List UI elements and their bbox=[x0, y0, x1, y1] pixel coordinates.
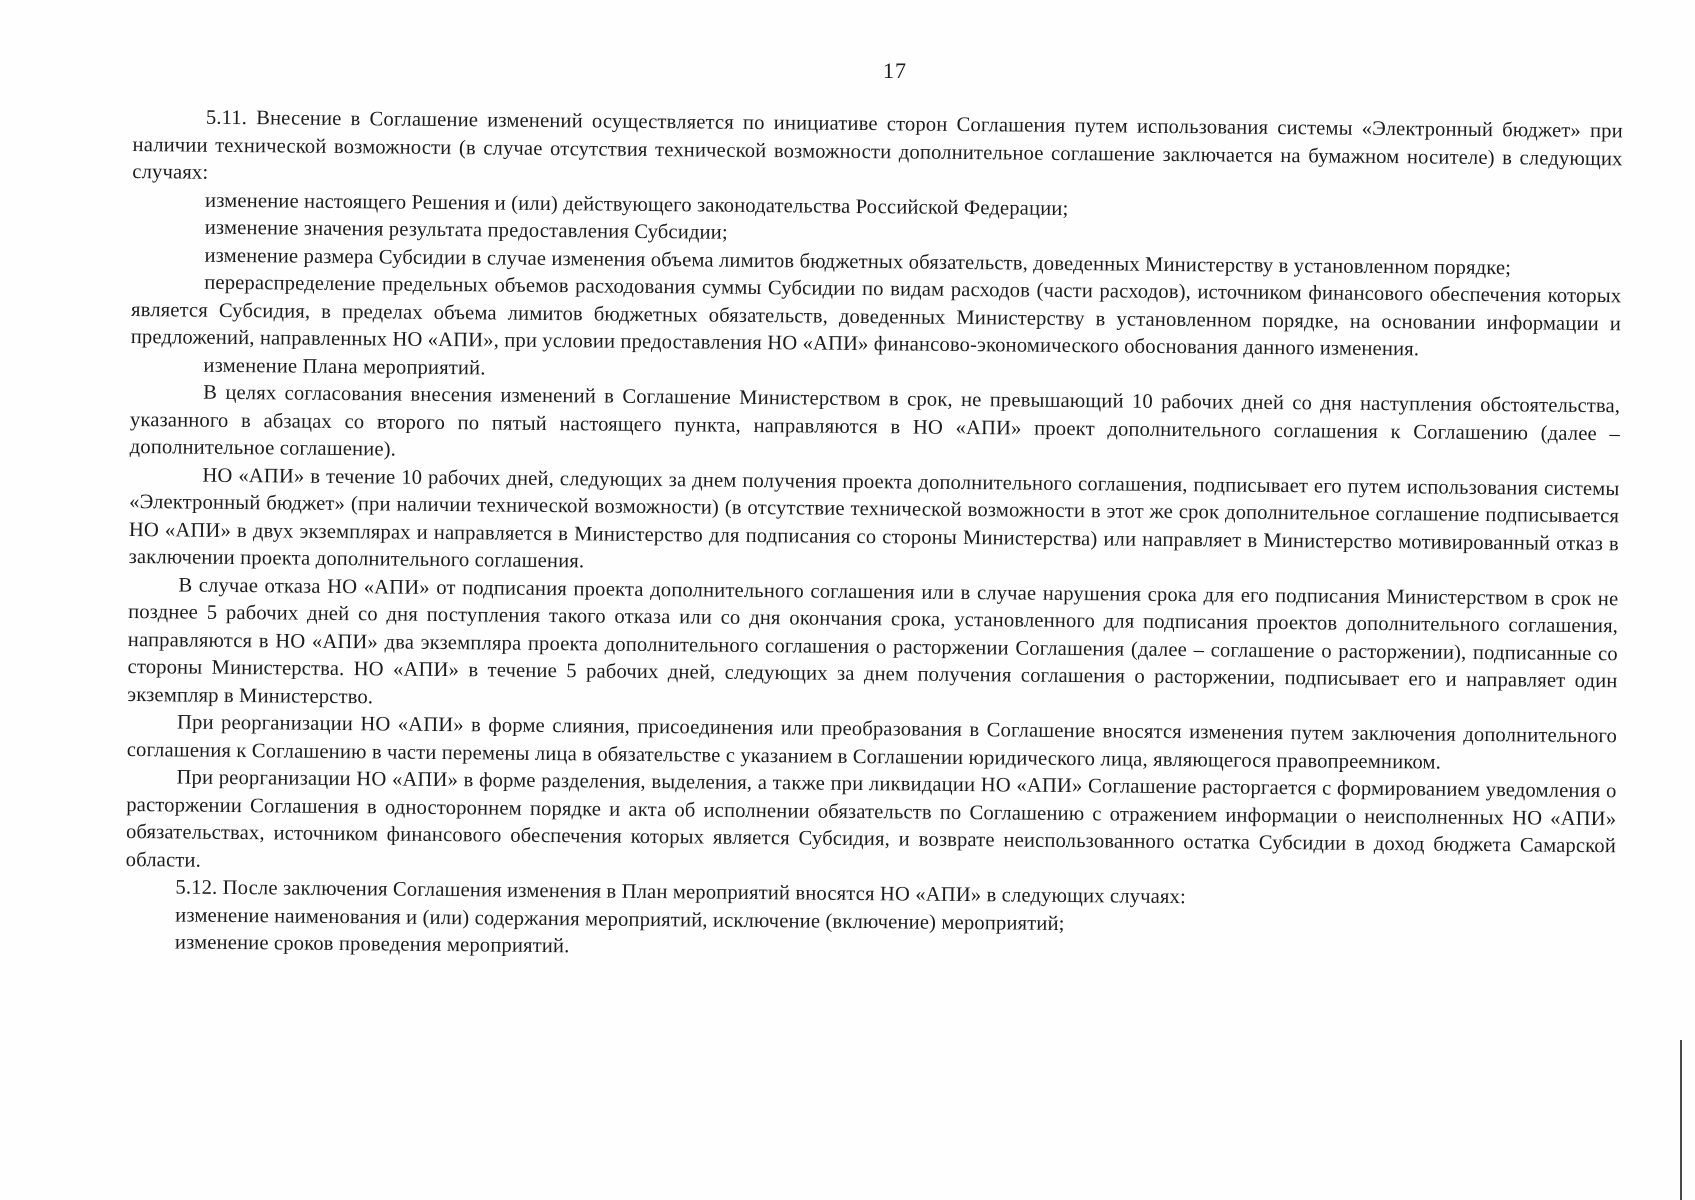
scan-edge-line bbox=[1680, 1040, 1682, 1200]
paragraph-approval-procedure: В целях согласования внесения изменений в Соглашение Министерством в срок, не превышающий 10 рабочих дней со дня наступления обстоятельства, указанного в абзацах со второго по пятый настоящего пункта, направляются в НО «АПИ» проект дополнительного соглашения к Соглашению (далее – дополнительное соглашение). bbox=[129, 381, 1621, 461]
document-body bbox=[125, 104, 1623, 971]
list-item-redistribution: перераспределение предельных объемов расходования суммы Субсидии по видам расходов (части расходов), источником финансового обеспечения которых является Субсидия, в пределах объема лимитов бюджетных обязательств, доведенных Министерству в установленном порядке, на основании информации и предложений, направленных НО «АПИ», при условии предоставления НО «АПИ» финансово-экономического обоснования данного изменения. bbox=[130, 271, 1622, 361]
paragraph-refusal: В случае отказа НО «АПИ» от подписания проекта дополнительного соглашения или в случае нарушения срока для его подписания Министерством в срок не позднее 5 рабочих дней со дня поступления такого отказа или со дня окончания срока, установленного для подписания проектов дополнительного соглашения, направляются в НО «АПИ» два экземпляра проекта дополнительного соглашения о расторжении Соглашения (далее – соглашение о расторжении), подписанные со стороны Министерства. НО «АПИ» в течение 5 рабочих дней, следующих за днем получения соглашения о расторжении, подписывает его и направляет один экземпляр в Министерство. bbox=[127, 573, 1619, 708]
list-item-change-name-content: изменение наименования и (или) содержания мероприятий, исключение (включение) мероприятий; bbox=[175, 903, 1065, 935]
list-item-change-dates: изменение сроков проведения мероприятий. bbox=[174, 931, 570, 958]
paragraph-reorganization-merger: При реорганизации НО «АПИ» в форме слияния, присоединения или преобразования в Соглашение вносятся изменения путем заключения дополнительного соглашения к Соглашению в части перемены лица в обязательстве с указанием в Соглашении юридического лица, являющегося правопреемником. bbox=[126, 711, 1618, 774]
list-item-change-decision: изменение настоящего Решения и (или) действующего законодательства Российской Федерации; bbox=[204, 189, 1069, 220]
paragraph-reorganization-division: При реорганизации НО «АПИ» в форме разделения, выделения, а также при ликвидации НО «АПИ» Соглашение расторгается с формированием уведомления о расторжении Соглашения в одностороннем порядке и акта об исполнении обязательств по Соглашению с отражением информации о неисполненных НО «АПИ» обязательствах, источником финансового обеспечения которых является Субсидия, и возврате неиспользованного остатка Субсидии в доход бюджета Самарской области. bbox=[125, 766, 1617, 872]
paragraph-5-12-intro: 5.12. После заключения Соглашения изменения в План мероприятий вносятся НО «АПИ» в следующих случаях: bbox=[175, 876, 1186, 909]
list-item-change-subsidy-size: изменение размера Субсидии в случае изменения объема лимитов бюджетных обязательств, доведенных Министерству в установленном порядке; bbox=[204, 244, 1512, 279]
list-item-change-plan: изменение Плана мероприятий. bbox=[203, 354, 486, 379]
page-number: 17 bbox=[883, 58, 907, 83]
paragraph-signing-procedure: НО «АПИ» в течение 10 рабочих дней, следующих за днем получения проекта дополнительного соглашения, подписывает его путем использования системы «Электронный бюджет» (при наличии технической возможности) (в отсутствие технической возможности в этот же срок дополнительное соглашение подписывается НО «АПИ» в двух экземплярах и направляется в Министерство для подписания со стороны Министерства) или направляет в Министерство мотивированный отказ в заключении проекта дополнительного соглашения. bbox=[128, 464, 1620, 573]
list-item-change-result-value: изменение значения результата предоставления Субсидии; bbox=[204, 216, 728, 244]
paragraph-5-11-intro: 5.11. Внесение в Соглашение изменений осуществляется по инициативе сторон Соглашения путем использования системы «Электронный бюджет» при наличии технической возможности (в случае отсутствия технической возможности дополнительное соглашение заключается на бумажном носителе) в следующих случаях: bbox=[132, 106, 1623, 184]
